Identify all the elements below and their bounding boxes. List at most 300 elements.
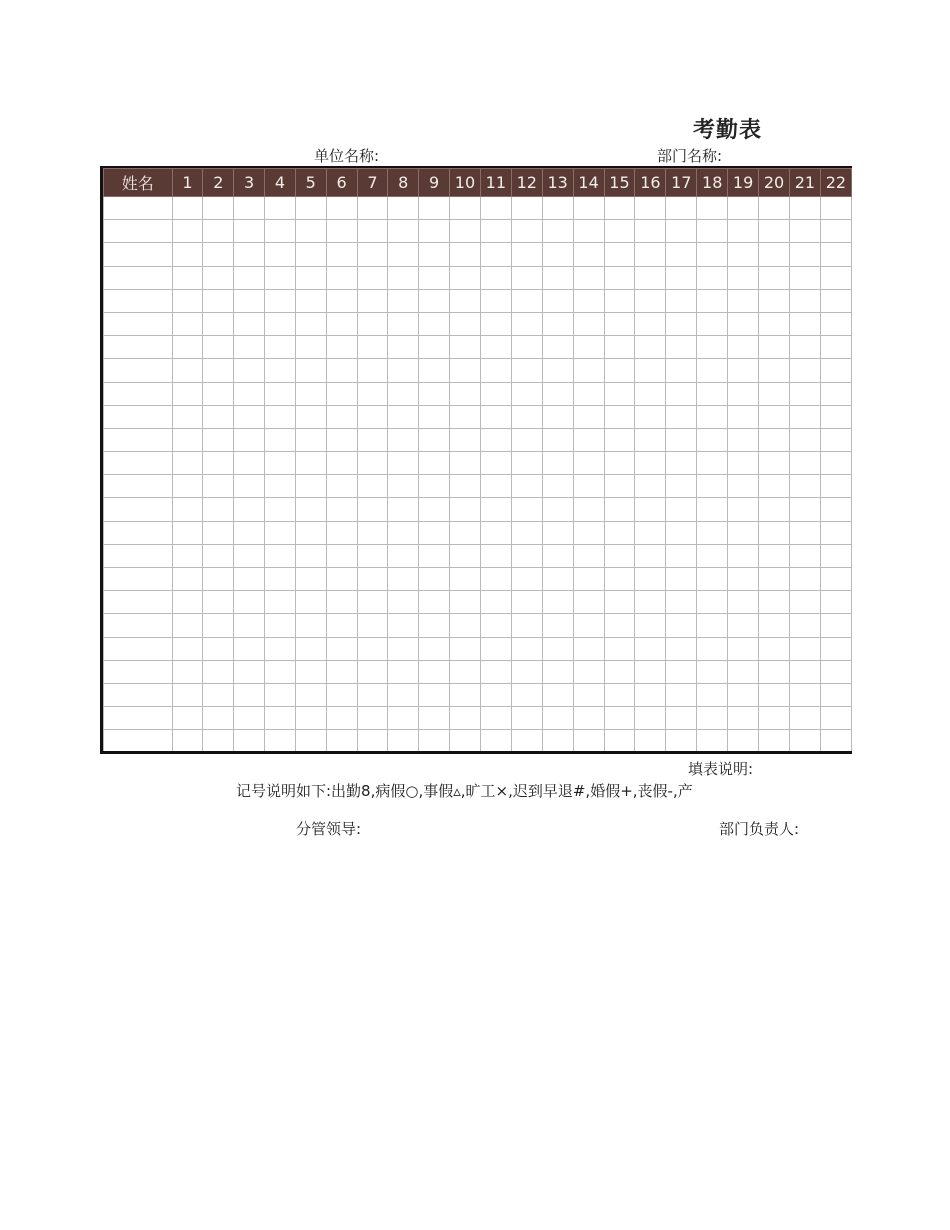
attendance-cell[interactable] (203, 197, 234, 220)
attendance-cell[interactable] (480, 521, 511, 544)
attendance-cell[interactable] (635, 243, 666, 266)
attendance-cell[interactable] (357, 266, 388, 289)
attendance-cell[interactable] (295, 428, 326, 451)
attendance-cell[interactable] (388, 475, 419, 498)
attendance-cell[interactable] (789, 452, 820, 475)
attendance-cell[interactable] (172, 359, 203, 382)
attendance-cell[interactable] (789, 614, 820, 637)
attendance-cell[interactable] (357, 428, 388, 451)
attendance-cell[interactable] (295, 475, 326, 498)
attendance-cell[interactable] (635, 637, 666, 660)
attendance-cell[interactable] (295, 243, 326, 266)
attendance-cell[interactable] (480, 197, 511, 220)
attendance-cell[interactable] (295, 197, 326, 220)
attendance-cell[interactable] (728, 243, 759, 266)
attendance-cell[interactable] (820, 220, 851, 243)
attendance-cell[interactable] (820, 312, 851, 335)
attendance-cell[interactable] (635, 289, 666, 312)
attendance-cell[interactable] (820, 266, 851, 289)
attendance-cell[interactable] (295, 266, 326, 289)
attendance-cell[interactable] (697, 591, 728, 614)
attendance-cell[interactable] (728, 637, 759, 660)
attendance-cell[interactable] (265, 359, 296, 382)
attendance-cell[interactable] (450, 475, 481, 498)
attendance-cell[interactable] (172, 405, 203, 428)
attendance-cell[interactable] (573, 498, 604, 521)
attendance-cell[interactable] (511, 266, 542, 289)
attendance-cell[interactable] (234, 730, 265, 753)
attendance-cell[interactable] (759, 452, 790, 475)
attendance-cell[interactable] (511, 197, 542, 220)
attendance-cell[interactable] (203, 289, 234, 312)
attendance-cell[interactable] (604, 197, 635, 220)
attendance-cell[interactable] (573, 452, 604, 475)
attendance-cell[interactable] (635, 683, 666, 706)
attendance-cell[interactable] (234, 660, 265, 683)
attendance-cell[interactable] (265, 637, 296, 660)
attendance-cell[interactable] (666, 428, 697, 451)
attendance-cell[interactable] (759, 568, 790, 591)
attendance-cell[interactable] (789, 707, 820, 730)
attendance-cell[interactable] (511, 591, 542, 614)
attendance-cell[interactable] (666, 568, 697, 591)
attendance-cell[interactable] (728, 452, 759, 475)
attendance-cell[interactable] (697, 730, 728, 753)
attendance-cell[interactable] (388, 707, 419, 730)
attendance-cell[interactable] (295, 312, 326, 335)
attendance-cell[interactable] (511, 382, 542, 405)
attendance-cell[interactable] (573, 405, 604, 428)
attendance-cell[interactable] (388, 405, 419, 428)
attendance-cell[interactable] (635, 614, 666, 637)
attendance-cell[interactable] (789, 660, 820, 683)
attendance-cell[interactable] (511, 730, 542, 753)
attendance-cell[interactable] (511, 475, 542, 498)
attendance-cell[interactable] (295, 568, 326, 591)
attendance-cell[interactable] (573, 382, 604, 405)
attendance-cell[interactable] (357, 614, 388, 637)
attendance-cell[interactable] (295, 544, 326, 567)
attendance-cell[interactable] (759, 544, 790, 567)
name-cell[interactable] (104, 220, 173, 243)
attendance-cell[interactable] (697, 683, 728, 706)
attendance-cell[interactable] (697, 568, 728, 591)
attendance-cell[interactable] (728, 428, 759, 451)
attendance-cell[interactable] (789, 220, 820, 243)
attendance-cell[interactable] (542, 660, 573, 683)
attendance-cell[interactable] (511, 428, 542, 451)
attendance-cell[interactable] (203, 336, 234, 359)
attendance-cell[interactable] (234, 707, 265, 730)
attendance-cell[interactable] (789, 197, 820, 220)
attendance-cell[interactable] (789, 730, 820, 753)
attendance-cell[interactable] (604, 683, 635, 706)
attendance-cell[interactable] (388, 243, 419, 266)
attendance-cell[interactable] (265, 521, 296, 544)
attendance-cell[interactable] (419, 475, 450, 498)
attendance-cell[interactable] (326, 243, 357, 266)
attendance-cell[interactable] (759, 614, 790, 637)
attendance-cell[interactable] (511, 683, 542, 706)
attendance-cell[interactable] (480, 312, 511, 335)
attendance-cell[interactable] (295, 730, 326, 753)
name-cell[interactable] (104, 266, 173, 289)
attendance-cell[interactable] (172, 220, 203, 243)
attendance-cell[interactable] (666, 591, 697, 614)
attendance-cell[interactable] (604, 568, 635, 591)
attendance-cell[interactable] (450, 568, 481, 591)
name-cell[interactable] (104, 707, 173, 730)
attendance-cell[interactable] (697, 707, 728, 730)
attendance-cell[interactable] (388, 521, 419, 544)
attendance-cell[interactable] (635, 660, 666, 683)
attendance-cell[interactable] (265, 544, 296, 567)
attendance-cell[interactable] (357, 220, 388, 243)
attendance-cell[interactable] (419, 568, 450, 591)
attendance-cell[interactable] (728, 498, 759, 521)
attendance-cell[interactable] (573, 614, 604, 637)
attendance-cell[interactable] (203, 544, 234, 567)
attendance-cell[interactable] (295, 220, 326, 243)
attendance-cell[interactable] (357, 382, 388, 405)
attendance-cell[interactable] (480, 707, 511, 730)
attendance-cell[interactable] (203, 730, 234, 753)
attendance-cell[interactable] (388, 197, 419, 220)
attendance-cell[interactable] (450, 266, 481, 289)
attendance-cell[interactable] (234, 266, 265, 289)
attendance-cell[interactable] (511, 498, 542, 521)
attendance-cell[interactable] (357, 683, 388, 706)
attendance-cell[interactable] (234, 405, 265, 428)
attendance-cell[interactable] (203, 243, 234, 266)
attendance-cell[interactable] (604, 707, 635, 730)
attendance-cell[interactable] (234, 614, 265, 637)
attendance-cell[interactable] (172, 475, 203, 498)
attendance-cell[interactable] (820, 382, 851, 405)
attendance-cell[interactable] (450, 521, 481, 544)
attendance-cell[interactable] (759, 266, 790, 289)
attendance-cell[interactable] (542, 707, 573, 730)
attendance-cell[interactable] (697, 614, 728, 637)
name-cell[interactable] (104, 382, 173, 405)
attendance-cell[interactable] (419, 266, 450, 289)
attendance-cell[interactable] (635, 475, 666, 498)
attendance-cell[interactable] (234, 683, 265, 706)
attendance-cell[interactable] (265, 243, 296, 266)
attendance-cell[interactable] (542, 637, 573, 660)
attendance-cell[interactable] (697, 382, 728, 405)
attendance-cell[interactable] (450, 637, 481, 660)
attendance-cell[interactable] (511, 243, 542, 266)
attendance-cell[interactable] (265, 683, 296, 706)
attendance-cell[interactable] (203, 428, 234, 451)
attendance-cell[interactable] (234, 544, 265, 567)
attendance-cell[interactable] (388, 637, 419, 660)
attendance-cell[interactable] (604, 544, 635, 567)
attendance-cell[interactable] (234, 359, 265, 382)
attendance-cell[interactable] (234, 591, 265, 614)
attendance-cell[interactable] (265, 312, 296, 335)
attendance-cell[interactable] (234, 452, 265, 475)
attendance-cell[interactable] (480, 637, 511, 660)
attendance-cell[interactable] (820, 405, 851, 428)
attendance-cell[interactable] (635, 730, 666, 753)
attendance-cell[interactable] (728, 197, 759, 220)
attendance-cell[interactable] (326, 707, 357, 730)
attendance-cell[interactable] (234, 637, 265, 660)
attendance-cell[interactable] (295, 591, 326, 614)
attendance-cell[interactable] (419, 730, 450, 753)
attendance-cell[interactable] (511, 568, 542, 591)
attendance-cell[interactable] (542, 220, 573, 243)
attendance-cell[interactable] (326, 405, 357, 428)
attendance-cell[interactable] (203, 452, 234, 475)
attendance-cell[interactable] (635, 521, 666, 544)
attendance-cell[interactable] (265, 197, 296, 220)
attendance-cell[interactable] (326, 637, 357, 660)
attendance-cell[interactable] (635, 336, 666, 359)
attendance-cell[interactable] (357, 660, 388, 683)
attendance-cell[interactable] (697, 521, 728, 544)
attendance-cell[interactable] (635, 197, 666, 220)
attendance-cell[interactable] (666, 405, 697, 428)
attendance-cell[interactable] (357, 312, 388, 335)
attendance-cell[interactable] (172, 614, 203, 637)
attendance-cell[interactable] (450, 730, 481, 753)
attendance-cell[interactable] (820, 730, 851, 753)
attendance-cell[interactable] (357, 544, 388, 567)
attendance-cell[interactable] (820, 591, 851, 614)
attendance-cell[interactable] (172, 266, 203, 289)
attendance-cell[interactable] (480, 428, 511, 451)
attendance-cell[interactable] (697, 312, 728, 335)
attendance-cell[interactable] (388, 289, 419, 312)
attendance-cell[interactable] (172, 683, 203, 706)
attendance-cell[interactable] (759, 220, 790, 243)
attendance-cell[interactable] (450, 660, 481, 683)
attendance-cell[interactable] (604, 614, 635, 637)
attendance-cell[interactable] (635, 498, 666, 521)
attendance-cell[interactable] (388, 683, 419, 706)
attendance-cell[interactable] (820, 544, 851, 567)
attendance-cell[interactable] (234, 220, 265, 243)
attendance-cell[interactable] (573, 730, 604, 753)
attendance-cell[interactable] (203, 707, 234, 730)
attendance-cell[interactable] (480, 220, 511, 243)
attendance-cell[interactable] (820, 452, 851, 475)
attendance-cell[interactable] (295, 707, 326, 730)
name-cell[interactable] (104, 289, 173, 312)
attendance-cell[interactable] (265, 336, 296, 359)
attendance-cell[interactable] (326, 312, 357, 335)
attendance-cell[interactable] (480, 452, 511, 475)
attendance-cell[interactable] (265, 614, 296, 637)
attendance-cell[interactable] (388, 452, 419, 475)
attendance-cell[interactable] (295, 336, 326, 359)
attendance-cell[interactable] (542, 359, 573, 382)
attendance-cell[interactable] (480, 591, 511, 614)
attendance-cell[interactable] (759, 359, 790, 382)
attendance-cell[interactable] (172, 452, 203, 475)
attendance-cell[interactable] (697, 289, 728, 312)
attendance-cell[interactable] (604, 660, 635, 683)
attendance-cell[interactable] (604, 428, 635, 451)
attendance-cell[interactable] (419, 197, 450, 220)
attendance-cell[interactable] (789, 289, 820, 312)
attendance-cell[interactable] (820, 614, 851, 637)
attendance-cell[interactable] (542, 521, 573, 544)
attendance-cell[interactable] (759, 428, 790, 451)
attendance-cell[interactable] (697, 475, 728, 498)
attendance-cell[interactable] (419, 243, 450, 266)
attendance-cell[interactable] (172, 197, 203, 220)
attendance-cell[interactable] (542, 197, 573, 220)
attendance-cell[interactable] (604, 452, 635, 475)
attendance-cell[interactable] (759, 521, 790, 544)
name-cell[interactable] (104, 521, 173, 544)
attendance-cell[interactable] (789, 312, 820, 335)
attendance-cell[interactable] (604, 243, 635, 266)
attendance-cell[interactable] (450, 359, 481, 382)
attendance-cell[interactable] (326, 220, 357, 243)
attendance-cell[interactable] (234, 498, 265, 521)
attendance-cell[interactable] (759, 312, 790, 335)
attendance-cell[interactable] (697, 243, 728, 266)
attendance-cell[interactable] (542, 498, 573, 521)
attendance-cell[interactable] (697, 336, 728, 359)
attendance-cell[interactable] (234, 475, 265, 498)
attendance-cell[interactable] (326, 266, 357, 289)
attendance-cell[interactable] (450, 683, 481, 706)
attendance-cell[interactable] (759, 683, 790, 706)
attendance-cell[interactable] (759, 197, 790, 220)
attendance-cell[interactable] (203, 405, 234, 428)
attendance-cell[interactable] (573, 683, 604, 706)
attendance-cell[interactable] (265, 428, 296, 451)
attendance-cell[interactable] (172, 521, 203, 544)
name-cell[interactable] (104, 660, 173, 683)
attendance-cell[interactable] (326, 544, 357, 567)
attendance-cell[interactable] (172, 660, 203, 683)
attendance-cell[interactable] (759, 405, 790, 428)
attendance-cell[interactable] (295, 614, 326, 637)
attendance-cell[interactable] (172, 312, 203, 335)
attendance-cell[interactable] (511, 359, 542, 382)
attendance-cell[interactable] (511, 220, 542, 243)
attendance-cell[interactable] (203, 660, 234, 683)
attendance-cell[interactable] (419, 220, 450, 243)
attendance-cell[interactable] (666, 359, 697, 382)
attendance-cell[interactable] (542, 475, 573, 498)
attendance-cell[interactable] (419, 405, 450, 428)
attendance-cell[interactable] (820, 568, 851, 591)
attendance-cell[interactable] (357, 637, 388, 660)
attendance-cell[interactable] (388, 660, 419, 683)
name-cell[interactable] (104, 359, 173, 382)
attendance-cell[interactable] (511, 312, 542, 335)
attendance-cell[interactable] (419, 312, 450, 335)
attendance-cell[interactable] (728, 730, 759, 753)
attendance-cell[interactable] (172, 382, 203, 405)
name-cell[interactable] (104, 312, 173, 335)
attendance-cell[interactable] (326, 452, 357, 475)
attendance-cell[interactable] (388, 730, 419, 753)
attendance-cell[interactable] (573, 289, 604, 312)
attendance-cell[interactable] (635, 405, 666, 428)
attendance-cell[interactable] (234, 568, 265, 591)
attendance-cell[interactable] (542, 312, 573, 335)
attendance-cell[interactable] (480, 544, 511, 567)
attendance-cell[interactable] (203, 359, 234, 382)
attendance-cell[interactable] (419, 591, 450, 614)
attendance-cell[interactable] (697, 266, 728, 289)
name-cell[interactable] (104, 336, 173, 359)
attendance-cell[interactable] (265, 405, 296, 428)
attendance-cell[interactable] (728, 266, 759, 289)
attendance-cell[interactable] (573, 243, 604, 266)
attendance-cell[interactable] (419, 660, 450, 683)
attendance-cell[interactable] (265, 591, 296, 614)
attendance-cell[interactable] (789, 336, 820, 359)
attendance-cell[interactable] (635, 312, 666, 335)
attendance-cell[interactable] (265, 289, 296, 312)
attendance-cell[interactable] (635, 591, 666, 614)
attendance-cell[interactable] (542, 591, 573, 614)
attendance-cell[interactable] (666, 637, 697, 660)
attendance-cell[interactable] (388, 359, 419, 382)
attendance-cell[interactable] (326, 197, 357, 220)
attendance-cell[interactable] (450, 336, 481, 359)
attendance-cell[interactable] (759, 591, 790, 614)
attendance-cell[interactable] (265, 452, 296, 475)
attendance-cell[interactable] (234, 312, 265, 335)
attendance-cell[interactable] (450, 498, 481, 521)
attendance-cell[interactable] (419, 521, 450, 544)
attendance-cell[interactable] (295, 683, 326, 706)
attendance-cell[interactable] (820, 336, 851, 359)
attendance-cell[interactable] (172, 591, 203, 614)
attendance-cell[interactable] (728, 475, 759, 498)
attendance-cell[interactable] (480, 475, 511, 498)
attendance-cell[interactable] (450, 289, 481, 312)
attendance-cell[interactable] (450, 591, 481, 614)
attendance-cell[interactable] (728, 521, 759, 544)
attendance-cell[interactable] (203, 382, 234, 405)
attendance-cell[interactable] (480, 336, 511, 359)
attendance-cell[interactable] (450, 544, 481, 567)
attendance-cell[interactable] (326, 359, 357, 382)
attendance-cell[interactable] (789, 475, 820, 498)
attendance-cell[interactable] (604, 266, 635, 289)
name-cell[interactable] (104, 405, 173, 428)
attendance-cell[interactable] (203, 591, 234, 614)
attendance-cell[interactable] (820, 289, 851, 312)
attendance-cell[interactable] (172, 289, 203, 312)
attendance-cell[interactable] (265, 498, 296, 521)
name-cell[interactable] (104, 568, 173, 591)
name-cell[interactable] (104, 498, 173, 521)
attendance-cell[interactable] (728, 220, 759, 243)
attendance-cell[interactable] (604, 498, 635, 521)
attendance-cell[interactable] (357, 591, 388, 614)
attendance-cell[interactable] (666, 707, 697, 730)
attendance-cell[interactable] (511, 660, 542, 683)
attendance-cell[interactable] (295, 660, 326, 683)
attendance-cell[interactable] (203, 637, 234, 660)
attendance-cell[interactable] (542, 336, 573, 359)
attendance-cell[interactable] (759, 637, 790, 660)
attendance-cell[interactable] (542, 683, 573, 706)
